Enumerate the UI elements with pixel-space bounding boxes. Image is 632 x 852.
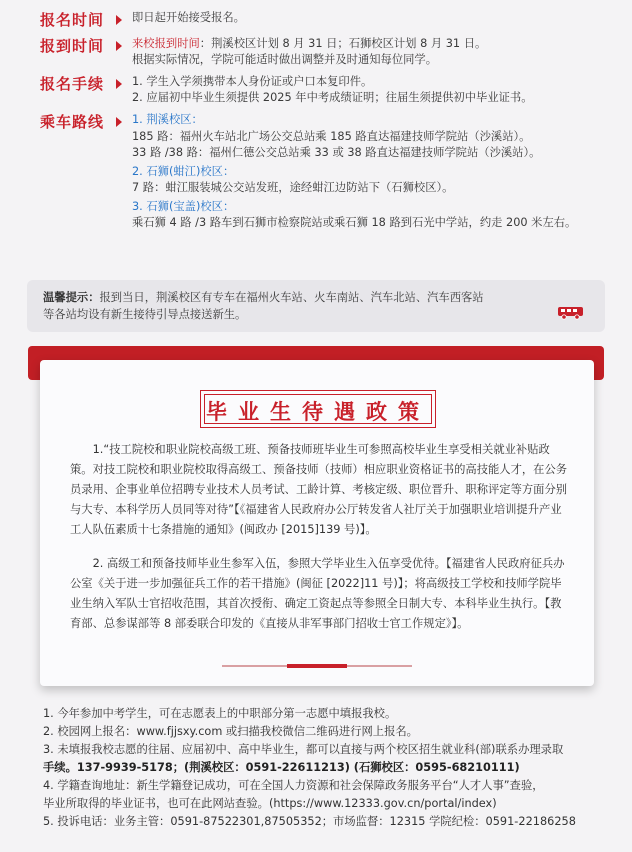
arrival-time-label: 报到时间 <box>40 37 105 55</box>
note-item: 2. 校园网上报名：www.fjjsxy.com 或扫描我校微信二维码进行网上报名。 <box>43 725 418 738</box>
route-jingxi-title: 1. 荆溪校区： <box>132 113 203 126</box>
route-content <box>132 112 625 232</box>
notes-list <box>43 705 603 831</box>
policy-divider <box>222 665 412 667</box>
procedure-row <box>40 74 625 106</box>
route-jingxi-line: 33 路 /38 路：福州仁德公交总站乘 33 或 38 路直达福建技师学院站（沙溪站）。 <box>132 146 541 159</box>
arrival-time-content <box>132 36 625 68</box>
route-shishi-jiang-line: 7 路：蚶江服装城公交站发班，途经蚶江边防站下（石狮校区）。 <box>132 181 454 194</box>
route-jingxi-line: 185 路：福州火车站北广场公交总站乘 185 路直达福建技师学院站（沙溪站）。 <box>132 129 531 143</box>
note-item: 3. 未填报我校志愿的往届、应届初中、高中毕业生，都可以直接与两个校区招生就业科(部)联系办理录取 <box>43 743 564 756</box>
policy-paragraph-2: 2. 高级工和预备技师毕业生参军入伍，参照大学毕业生入伍享受优待。【福建省人民政府征兵办公室《关于进一步加强征兵工作的若干措施》(闽征 [2022]11 号)】；将高级技工学校和技师学院毕业生纳入军队士官招收范围，其首次授衔、确定工资起点等参照全日制大专、本科毕业生执行。【教育部、总参谋部等 8 部委联合印发的《直接从非军事部门招收士官工作规定》】。 <box>70 557 565 630</box>
policy-paragraph-1: 1.“技工院校和职业院校高级工班、预备技师班毕业生可参照高校毕业生享受相关就业补贴政策。对技工院校和职业院校取得高级工、预备技师（技师）相应职业资格证书的高技能人才，在公务员录用、企事业单位招聘专业技术人员考试、工龄计算、考核定级、职位晋升、职称评定等方面分别与大专、本科学历人员同等对待”【《福建省人民政府办公厅转发省人社厅关于加强职业培训提升产业工人队伍素质十七条措施的通知》(闽政办 [2015]139 号)】。 <box>70 443 568 536</box>
procedure-item: 1. 学生入学须携带本人身份证或户口本复印件。 <box>132 75 373 88</box>
note-item <box>43 759 603 777</box>
tip-text <box>43 289 553 323</box>
note-item: 1. 今年参加中考学生，可在志愿表上的中职部分第一志愿中填报我校。 <box>43 707 397 720</box>
arrival-time-highlight: 来校报到时间 <box>132 37 200 50</box>
arrival-time-line1: ：荆溪校区计划 8 月 31 日；石狮校区计划 8 月 31 日。 <box>199 37 487 50</box>
note-item: 5. 投诉电话：业务主管：0591-87522301,87505352；市场监督：12315 学院纪检：0591-22186258 <box>43 815 576 828</box>
arrival-time-line2: 根据实际情况，学院可能适时做出调整并及时通知每位同学。 <box>132 53 438 66</box>
note-item: 毕业所取得的毕业证书，也可在此网站查验。(https://www.12333.gov.cn/portal/index) <box>43 797 497 810</box>
policy-title: 毕业生待遇政策 <box>206 399 430 424</box>
arrow-right-icon <box>116 41 122 51</box>
route-label: 乘车路线 <box>40 113 105 131</box>
procedure-content <box>132 74 625 106</box>
policy-title-frame <box>200 390 436 428</box>
note-contact: 手续。137-9939-5178；(荆溪校区：0591-22611213) (石狮校区：0595-68210111) <box>43 761 520 774</box>
tip-line1: 报到当日，荆溪校区有专车在福州火车站、火车南站、汽车北站、汽车西客站 <box>99 291 484 304</box>
registration-info <box>40 10 625 238</box>
route-shishi-bao-line: 乘石狮 4 路 /3 路车到石狮市检察院站或乘石狮 18 路到石光中学站，约走 200 米左右。 <box>132 216 577 229</box>
registration-time-label: 报名时间 <box>40 11 105 29</box>
route-shishi-bao-title: 3. 石狮(宝盖)校区： <box>132 199 235 213</box>
arrow-right-icon <box>116 79 122 89</box>
registration-time-text: 即日起开始接受报名。 <box>132 11 245 24</box>
arrow-right-icon <box>116 117 122 127</box>
note-item: 4. 学籍查询地址：新生学籍登记成功，可在全国人力资源和社会保障政务服务平台“人才人事”查验， <box>43 779 544 792</box>
procedure-item: 2. 应届初中毕业生须提供 2025 年中考成绩证明；往届生须提供初中毕业证书。 <box>132 91 533 104</box>
registration-time-row <box>40 10 625 30</box>
tip-label: 温馨提示： <box>43 291 100 304</box>
route-row <box>40 112 625 232</box>
tip-box <box>27 280 605 332</box>
arrival-time-row <box>40 36 625 68</box>
procedure-label: 报名手续 <box>40 75 105 93</box>
arrow-right-icon <box>116 15 122 25</box>
tip-line2: 等各站均设有新生接待引导点接送新生。 <box>43 308 247 321</box>
bus-icon <box>557 306 585 320</box>
route-shishi-jiang-title: 2. 石狮(蚶江)校区： <box>132 164 235 178</box>
policy-card <box>40 360 594 686</box>
